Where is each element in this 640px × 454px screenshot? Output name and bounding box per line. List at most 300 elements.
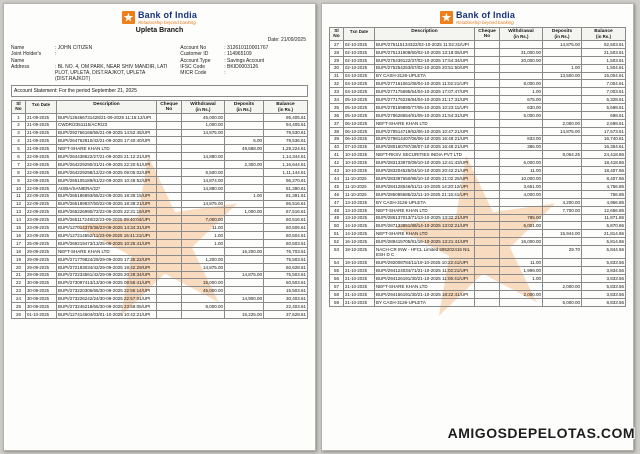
- cell-sl-no: 1: [12, 113, 26, 121]
- column-header: Withdrawal (in Rs.): [182, 100, 225, 113]
- transaction-row: [12, 295, 308, 303]
- cell-description: BUPI/277161061/08/04-10-2025 11:02:21/UPI: [375, 80, 475, 88]
- cell-cheque-no: [475, 72, 500, 80]
- cell-withdrawal: [182, 295, 225, 303]
- transaction-row: [12, 137, 308, 145]
- cell-sl-no: 16: [12, 232, 26, 240]
- cell-cheque-no: [475, 175, 500, 183]
- info-field: [180, 70, 308, 76]
- statement-page-1: [3, 3, 316, 451]
- cell-withdrawal: [500, 151, 543, 159]
- cell-txn-date: 04-10-2025: [344, 80, 375, 88]
- cell-cheque-no: [157, 176, 182, 184]
- cell-balance: 7,003.61: [582, 88, 626, 96]
- column-header: Deposits (in Rs.): [225, 100, 264, 113]
- transaction-row: [12, 303, 308, 311]
- cell-txn-date: 11-10-2025: [344, 190, 375, 198]
- field-value: :: [55, 51, 57, 58]
- cell-description: CWDR/2351115/ACR/23: [57, 121, 157, 129]
- cell-cheque-no: [157, 184, 182, 192]
- cell-cheque-no: [157, 263, 182, 271]
- cell-sl-no: 26: [12, 311, 26, 319]
- statement-period: Account Statement: For the period September 21, 2025: [11, 85, 308, 97]
- cell-balance: 81,390.61: [264, 184, 308, 192]
- cell-sl-no: 43: [330, 167, 344, 175]
- cell-deposit: [543, 190, 582, 198]
- cell-deposit: [225, 121, 264, 129]
- cell-cheque-no: [157, 121, 182, 129]
- cell-txn-date: 21-10-2025: [344, 275, 375, 283]
- cell-cheque-no: [157, 255, 182, 263]
- cell-balance: 95,405.61: [264, 113, 308, 121]
- cell-txn-date: 21-10-2025: [344, 283, 375, 291]
- cell-txn-date: 21-10-2025: [344, 298, 375, 306]
- cell-withdrawal: 6,001.00: [500, 222, 543, 230]
- cell-description: BUPI/265117248/22/23-09-2025 09:40:04/UPI: [57, 216, 157, 224]
- cell-description: NEFT-SHARE KHAN LTD: [375, 230, 475, 238]
- cell-txn-date: 22-09-2025: [26, 200, 57, 208]
- transaction-row: [12, 145, 308, 153]
- cell-withdrawal: 2,000.00: [500, 290, 543, 298]
- cell-balance: 75,503.61: [264, 255, 308, 263]
- cell-withdrawal: [500, 298, 543, 306]
- cell-deposit: 15,944.00: [543, 230, 582, 238]
- cell-description: BUPI/279814407/06/06-10-2025 16:48:21/UPI: [375, 135, 475, 143]
- column-header-unit: (in Rs.): [236, 106, 252, 112]
- cell-withdrawal: [500, 206, 543, 214]
- transaction-row: [12, 113, 308, 121]
- cell-withdrawal: [182, 271, 225, 279]
- cell-txn-date: 14-10-2025: [344, 222, 375, 230]
- cell-txn-date: 22-09-2025: [26, 184, 57, 192]
- cell-withdrawal: 1,999.00: [500, 267, 543, 275]
- cell-cheque-no: [475, 298, 500, 306]
- cell-txn-date: 25-09-2025: [26, 240, 57, 248]
- cell-description: BUPI/289415705/91/16-10-2025 13:21:41/UPI: [375, 238, 475, 246]
- cell-txn-date: 10-10-2025: [344, 159, 375, 167]
- star-icon: [441, 13, 451, 23]
- cell-description: BUPI/283397650/98/10-10-2025 21:02:25/UPI: [375, 175, 475, 183]
- cell-balance: 4,756.86: [582, 183, 626, 191]
- cell-description: BUPI/294126191/30/21-10-2025 11:05:41/UPI: [375, 275, 475, 283]
- cell-deposit: [225, 255, 264, 263]
- cell-balance: 5,870.86: [582, 222, 626, 230]
- cell-deposit: [543, 159, 582, 167]
- cell-description: BUPI/264762810/42/21-09-2025 17:40:40/UPI: [57, 137, 157, 145]
- transaction-row: [12, 224, 308, 232]
- transaction-row: [330, 72, 626, 80]
- cell-sl-no: 8: [12, 169, 26, 177]
- column-header: Balance (in Rs.): [264, 100, 308, 113]
- transaction-row: [330, 96, 626, 104]
- cell-cheque-no: [475, 80, 500, 88]
- cell-balance: 24,418.86: [582, 151, 626, 159]
- cell-description: BUPI/284128546/51/11-10-2025 14:20:12/UPI: [375, 183, 475, 191]
- cell-sl-no: 42: [330, 159, 344, 167]
- cell-sl-no: 49: [330, 214, 344, 222]
- cell-sl-no: 51: [330, 230, 344, 238]
- cell-deposit: [225, 216, 264, 224]
- cell-description: BUPI/272233561/42/29-09-2025 20:28:34/UPI: [57, 271, 157, 279]
- cell-sl-no: 18: [12, 247, 26, 255]
- cell-deposit: 2,000.00: [543, 119, 582, 127]
- cell-txn-date: 30-09-2025: [26, 287, 57, 295]
- cell-deposit: [543, 104, 582, 112]
- cell-deposit: [543, 56, 582, 64]
- cell-balance: 8,833.56: [582, 298, 626, 306]
- transaction-row: [330, 159, 626, 167]
- cell-sl-no: 31: [330, 72, 344, 80]
- cell-description: BUPI/127414604/03/01-10-2025 10:42:21/UPI: [57, 311, 157, 319]
- cell-withdrawal: 31,000.00: [500, 48, 543, 56]
- cell-balance: 5,814.86: [582, 238, 626, 246]
- cell-txn-date: 30-09-2025: [26, 295, 57, 303]
- transaction-row: [330, 119, 626, 127]
- cell-withdrawal: [182, 208, 225, 216]
- cell-txn-date: 22-09-2025: [26, 208, 57, 216]
- cell-description: BUPI/278169890/77/05-10-2025 10:23:11/UPI: [375, 104, 475, 112]
- cell-txn-date: 29-09-2025: [26, 255, 57, 263]
- cell-deposit: [225, 169, 264, 177]
- cell-txn-date: 30-09-2025: [26, 303, 57, 311]
- cell-balance: 96,270.61: [264, 176, 308, 184]
- cell-withdrawal: 5,000.00: [500, 112, 543, 120]
- cell-sl-no: 48: [330, 206, 344, 214]
- cell-sl-no: 5: [12, 145, 26, 153]
- cell-sl-no: 32: [330, 80, 344, 88]
- transaction-row: [12, 311, 308, 319]
- cell-deposit: [543, 183, 582, 191]
- column-header: Txn Date: [344, 28, 375, 41]
- cell-deposit: [543, 290, 582, 298]
- cell-description: BUPI/273246218/65/30-09-2025 23:58:05/UPI: [57, 303, 157, 311]
- transaction-row: [330, 56, 626, 64]
- cell-withdrawal: 8,000.00: [182, 303, 225, 311]
- cell-description: BY CASH-3126-UPLETA: [375, 298, 475, 306]
- cell-sl-no: 55: [330, 267, 344, 275]
- cell-description: BUPI/287133851/88/14-10-2025 13:02:21/UPI: [375, 222, 475, 230]
- transaction-row: [12, 176, 308, 184]
- cell-balance: 67,516.61: [264, 208, 308, 216]
- account-info-right: [180, 45, 308, 83]
- transaction-row: [330, 112, 626, 120]
- cell-balance: 76,703.61: [264, 247, 308, 255]
- cell-withdrawal: 16,000.00: [500, 238, 543, 246]
- cell-txn-date: 02-10-2025: [344, 64, 375, 72]
- column-header: Sl No: [12, 100, 26, 113]
- cell-deposit: [543, 96, 582, 104]
- cell-withdrawal: 11.00: [182, 224, 225, 232]
- field-value: : 312610110001767: [224, 45, 269, 51]
- cell-deposit: 1.00: [225, 192, 264, 200]
- cell-withdrawal: 785.00: [500, 214, 543, 222]
- column-header: Cheque No: [157, 100, 182, 113]
- cell-sl-no: 56: [330, 275, 344, 283]
- cell-withdrawal: [500, 64, 543, 72]
- transaction-row: [330, 246, 626, 259]
- cell-txn-date: 01-10-2025: [26, 311, 57, 319]
- cell-cheque-no: [475, 283, 500, 291]
- cell-txn-date: 29-09-2025: [26, 271, 57, 279]
- cell-cheque-no: [475, 104, 500, 112]
- cell-cheque-no: [475, 48, 500, 56]
- cell-withdrawal: 1.00: [182, 232, 225, 240]
- field-label: Account Type: [180, 57, 211, 64]
- cell-txn-date: 05-10-2025: [344, 96, 375, 104]
- cell-description: BUPI/283133970/09/10-10-2025 12:41:43/UPI: [375, 159, 475, 167]
- cell-txn-date: 23-09-2025: [26, 224, 57, 232]
- cell-balance: 8,407.86: [582, 175, 626, 183]
- transaction-row: [12, 263, 308, 271]
- star-icon: [123, 13, 133, 23]
- field-label: MICR Code: [180, 70, 207, 77]
- cell-balance: 21,503.61: [582, 48, 626, 56]
- cell-txn-date: 21-10-2025: [344, 267, 375, 275]
- cell-cheque-no: [475, 230, 500, 238]
- transaction-row: [330, 104, 626, 112]
- cell-withdrawal: 6,000.00: [500, 159, 543, 167]
- cell-description: NACH-CR INW - HFCL Limited 595202416 NILESH D C: [375, 246, 475, 259]
- transaction-row: [330, 267, 626, 275]
- cell-txn-date: 21-09-2025: [26, 121, 57, 129]
- column-header: Description: [375, 28, 475, 41]
- cell-description: NEFT-SHARE KHAN LTD: [375, 283, 475, 291]
- field-label: Account No: [180, 45, 207, 51]
- cell-sl-no: 21: [12, 271, 26, 279]
- cell-deposit: [225, 224, 264, 232]
- cell-balance: 17,573.61: [582, 127, 626, 135]
- cell-description: BUPI/279514719/62/06-10-2025 10:47:21/UPI: [375, 127, 475, 135]
- bank-name: Bank of India: [455, 10, 516, 20]
- cell-cheque-no: [475, 275, 500, 283]
- cell-description: BUPI/294124034/71/21-10-2025 11:02:21/UPI: [375, 267, 475, 275]
- cell-balance: 15,503.61: [264, 287, 308, 295]
- cell-balance: 75,503.61: [264, 271, 308, 279]
- transaction-row: [330, 238, 626, 246]
- cell-sl-no: 29: [330, 56, 344, 64]
- cell-description: BUPI/272193034/42/29-09-2025 19:42:29/UPI: [57, 263, 157, 271]
- cell-sl-no: 54: [330, 259, 344, 267]
- cell-cheque-no: [475, 96, 500, 104]
- transaction-row: [12, 200, 308, 208]
- cell-txn-date: 04-10-2025: [344, 72, 375, 80]
- cell-txn-date: 22-09-2025: [26, 153, 57, 161]
- cell-withdrawal: [500, 230, 543, 238]
- cell-txn-date: 10-10-2025: [344, 167, 375, 175]
- cell-txn-date: 22-09-2025: [26, 169, 57, 177]
- cell-txn-date: 29-09-2025: [26, 263, 57, 271]
- cell-withdrawal: 14,874.00: [182, 176, 225, 184]
- cell-sl-no: 19: [12, 255, 26, 263]
- cell-description: BUPI/265226990/72/22-09-2025 22:31:16/UPI: [57, 208, 157, 216]
- cell-balance: 60,503.61: [264, 279, 308, 287]
- field-value: : 114965109: [224, 51, 252, 58]
- field-value: : BL NO. 4, OM PARK, NEAR SHIV MANDIR, LATI PLOT, UPLETA, DIST.RAJKOT, UPLETA (DIST.RAJKOT): [55, 63, 168, 83]
- field-label: Customer ID: [180, 51, 209, 58]
- transaction-row: [12, 279, 308, 287]
- cell-cheque-no: [157, 311, 182, 319]
- cell-cheque-no: [157, 216, 182, 224]
- cell-description: BUPI/275115134322/02-10-2025 11:02:31/UPI: [375, 41, 475, 49]
- cell-description: BUPI/271779824/29/29-09-2025 17:35:22/UPI: [57, 255, 157, 263]
- cell-description: BUPI/292766166/55/21-09-2025 14:52:45/UPI: [57, 129, 157, 137]
- cell-withdrawal: 20,000.00: [500, 56, 543, 64]
- cell-deposit: [543, 214, 582, 222]
- cell-deposit: [543, 275, 582, 283]
- transaction-row: [330, 283, 626, 291]
- cell-cheque-no: [157, 161, 182, 169]
- cell-deposit: [543, 175, 582, 183]
- cell-withdrawal: [182, 145, 225, 153]
- transaction-row: [12, 161, 308, 169]
- transaction-row: [330, 143, 626, 151]
- cell-sl-no: 24: [12, 295, 26, 303]
- cell-sl-no: 23: [12, 287, 26, 295]
- cell-description: BUPI/286137013/71/13-10-2025 13:32:21/UPI: [375, 214, 475, 222]
- cell-cheque-no: [475, 56, 500, 64]
- cell-sl-no: 36: [330, 112, 344, 120]
- cell-sl-no: 44: [330, 175, 344, 183]
- cell-description: BUPI/278628654/91/05-10-2025 21:54:31/UPI: [375, 112, 475, 120]
- transaction-row: [12, 208, 308, 216]
- transactions-table-page-2: [329, 27, 626, 307]
- bank-logo-mark: [122, 11, 135, 24]
- column-header-unit: (in Rs.): [278, 106, 293, 112]
- cell-withdrawal: 1,200.00: [182, 255, 225, 263]
- cell-withdrawal: 8,000.00: [500, 80, 543, 88]
- cell-deposit: [543, 259, 582, 267]
- cell-txn-date: 07-10-2025: [344, 143, 375, 151]
- cell-sl-no: 9: [12, 176, 26, 184]
- bank-name: Bank of India: [137, 10, 198, 20]
- transaction-row: [330, 259, 626, 267]
- cell-deposit: 14,875.00: [225, 271, 264, 279]
- cell-deposit: [225, 200, 264, 208]
- field-value: :: [224, 70, 226, 77]
- cell-cheque-no: [157, 303, 182, 311]
- field-value: : Savings Account: [224, 57, 265, 64]
- cell-withdrawal: [182, 137, 225, 145]
- cell-sl-no: 13: [12, 208, 26, 216]
- cell-description: BUPI/269219473/13/25-09-2025 10:25:41/UPI: [57, 240, 157, 248]
- cell-balance: 698.61: [582, 112, 626, 120]
- transaction-row: [330, 230, 626, 238]
- cell-cheque-no: [157, 113, 182, 121]
- cell-balance: 94,405.61: [264, 121, 308, 129]
- cell-sl-no: 38: [330, 127, 344, 135]
- transaction-row: [12, 121, 308, 129]
- cell-withdrawal: [500, 198, 543, 206]
- cell-sl-no: 27: [330, 41, 344, 49]
- transaction-row: [330, 290, 626, 298]
- transaction-row: [330, 151, 626, 159]
- cell-cheque-no: [157, 208, 182, 216]
- cell-withdrawal: 14,875.00: [182, 129, 225, 137]
- transaction-row: [12, 287, 308, 295]
- cell-txn-date: 29-09-2025: [26, 247, 57, 255]
- cell-cheque-no: [157, 129, 182, 137]
- cell-withdrawal: 4,000.00: [500, 190, 543, 198]
- cell-cheque-no: [475, 259, 500, 267]
- transaction-row: [330, 190, 626, 198]
- cell-deposit: 13,500.00: [543, 72, 582, 80]
- cell-sl-no: 41: [330, 151, 344, 159]
- cell-sl-no: 10: [12, 184, 26, 192]
- cell-txn-date: 21-10-2025: [344, 290, 375, 298]
- cell-sl-no: 53: [330, 246, 344, 259]
- cell-deposit: 14,900.00: [225, 295, 264, 303]
- column-header: Sl No: [330, 28, 344, 41]
- cell-deposit: 15,225.00: [225, 311, 264, 319]
- site-watermark: AMIGOSDEPELOTAS.COM: [447, 425, 635, 441]
- cell-deposit: [543, 135, 582, 143]
- cell-balance: 21,814.86: [582, 230, 626, 238]
- cell-withdrawal: 675.00: [500, 96, 543, 104]
- cell-withdrawal: [500, 72, 543, 80]
- cell-deposit: 1,000.00: [225, 208, 264, 216]
- transaction-row: [12, 240, 308, 248]
- cell-balance: 6,328.61: [582, 96, 626, 104]
- cell-txn-date: 05-10-2025: [344, 112, 375, 120]
- cell-sl-no: 4: [12, 137, 26, 145]
- column-header-unit: (in Rs.): [596, 34, 611, 39]
- cell-description: NEFT-SHARE KHAN LTD: [375, 206, 475, 214]
- cell-txn-date: 16-10-2025: [344, 238, 375, 246]
- transaction-row: [330, 80, 626, 88]
- cell-description: BUPI/275254253/67/02-10-2025 20:51:50/UPI: [375, 64, 475, 72]
- cell-deposit: [543, 238, 582, 246]
- cell-withdrawal: 15,000.00: [182, 279, 225, 287]
- cell-deposit: [225, 240, 264, 248]
- column-header-unit: (in Rs.): [554, 34, 570, 39]
- cell-withdrawal: [182, 192, 225, 200]
- cell-balance: 3,834.56: [582, 267, 626, 275]
- cell-sl-no: 7: [12, 161, 26, 169]
- cell-balance: 3,833.56: [582, 275, 626, 283]
- cell-txn-date: 13-10-2025: [344, 206, 375, 214]
- info-field: [11, 51, 176, 64]
- cell-cheque-no: [157, 200, 182, 208]
- cell-withdrawal: 833.00: [500, 135, 543, 143]
- cell-balance: 1,504.61: [582, 64, 626, 72]
- cell-description: BUPI/273220306/65/30-09-2025 22:55:14/UPI: [57, 287, 157, 295]
- cell-deposit: [225, 287, 264, 295]
- cell-description: BUPI/265105189/61/22-09-2025 10:48:52/UPI: [57, 176, 157, 184]
- field-label: IFSC Code: [180, 63, 206, 70]
- cell-deposit: 1.00: [543, 64, 582, 72]
- cell-txn-date: 06-10-2025: [344, 119, 375, 127]
- transaction-row: [12, 192, 308, 200]
- cell-description: BUPI/265189937/50/22-09-2025 18:38:21/UPI: [57, 200, 157, 208]
- cell-balance: 1,14,344.61: [264, 153, 308, 161]
- transaction-row: [330, 183, 626, 191]
- cell-txn-date: 05-10-2025: [344, 104, 375, 112]
- cell-txn-date: 22-09-2025: [26, 161, 57, 169]
- transaction-row: [330, 222, 626, 230]
- cell-deposit: [543, 143, 582, 151]
- cell-withdrawal: 1.00: [500, 88, 543, 96]
- cell-withdrawal: 14,880.00: [182, 153, 225, 161]
- field-label: Address: [11, 63, 30, 70]
- column-header-unit: (in Rs.): [195, 106, 211, 112]
- cell-balance: 1,503.61: [582, 56, 626, 64]
- cell-balance: 16,354.61: [582, 143, 626, 151]
- cell-balance: 7,004.61: [582, 80, 626, 88]
- column-header: Cheque No: [475, 28, 500, 41]
- cell-withdrawal: 11.00: [500, 259, 543, 267]
- cell-cheque-no: [157, 295, 182, 303]
- cell-cheque-no: [475, 214, 500, 222]
